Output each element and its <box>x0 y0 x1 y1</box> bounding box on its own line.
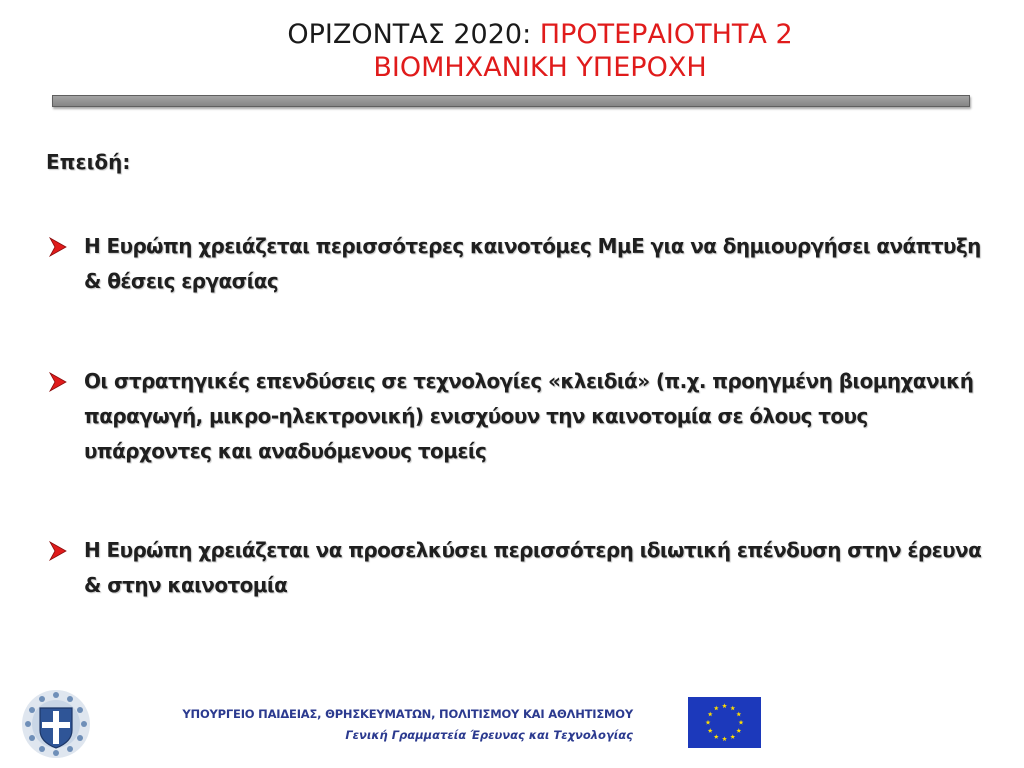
greek-state-seal-icon <box>20 688 92 760</box>
intro-label: Επειδή: <box>46 150 131 174</box>
bullet-item <box>48 533 988 603</box>
title-line-1 <box>130 18 950 51</box>
bullet-text: Η Ευρώπη χρειάζεται να προσελκύσει περισσότερη ιδιωτική επένδυση στην έρευνα & στην καινοτομία <box>84 538 982 597</box>
slide-title <box>130 18 950 84</box>
bullet-item <box>48 364 988 469</box>
red-arrow-bullet-icon <box>48 372 68 392</box>
title-line-2: ΒΙΟΜΗΧΑΝΙΚΗ ΥΠΕΡΟΧΗ <box>373 52 707 83</box>
bullet-text: Η Ευρώπη χρειάζεται περισσότερες καινοτόμες ΜμΕ για να δημιουργήσει ανάπτυξη & θέσεις εργασίας <box>84 234 981 293</box>
title-highlight: ΠΡΟΤΕΡΑΙΟΤΗΤΑ 2 <box>539 19 793 50</box>
bullet-text: Οι στρατηγικές επενδύσεις σε τεχνολογίες «κλειδιά» (π.χ. προηγμένη βιομηχανική παραγωγή, μικρο-ηλεκτρονική) ενισχύουν την καινοτομία σε όλους τους υπάρχοντες και αναδυόμενους τομείς <box>84 369 974 463</box>
title-prefix: ΟΡΙΖΟΝΤΑΣ 2020: <box>287 19 540 50</box>
secretariat-name: Γενική Γραμματεία Έρευνας και Τεχνολογίας <box>345 728 633 742</box>
title-underline-bar <box>52 95 970 107</box>
red-arrow-bullet-icon <box>48 237 68 257</box>
ministry-name: ΥΠΟΥΡΓΕΙΟ ΠΑΙΔΕΙΑΣ, ΘΡΗΣΚΕΥΜΑΤΩΝ, ΠΟΛΙΤΙΣΜΟΥ ΚΑΙ ΑΘΛΗΤΙΣΜΟΥ <box>182 707 633 721</box>
bullet-item <box>48 229 988 299</box>
eu-flag-icon <box>688 697 761 748</box>
red-arrow-bullet-icon <box>48 541 68 561</box>
